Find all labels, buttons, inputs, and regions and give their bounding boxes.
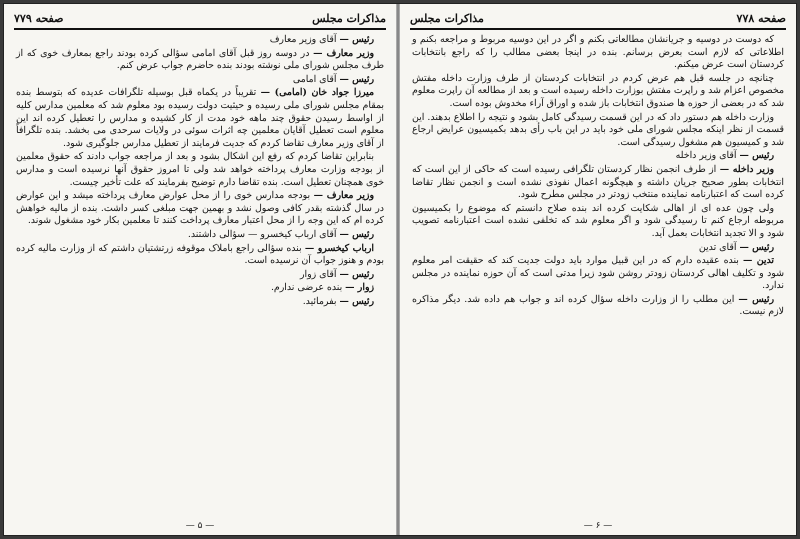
paragraph-text: بودجه مدارس خوی را از محل عوارض معارف پرداخته میشد و این عوارض در سال گذشته بقدر کافی وصول نشد و بهمین جهت مبلغی کسر داشت. بنده از مالیه خواهش کرده ام که این وجه را از محل اعتبار معارف پرداخت کنند تا معلمین بکار خود مشغول شوند. [16,190,384,227]
paragraph [16,229,384,242]
paragraph [16,269,384,282]
speaker-name: رئیس — [339,73,374,85]
paragraph [16,296,384,309]
paragraph [16,243,384,268]
paragraph-text: آقای وزیر معارف [269,34,337,45]
left-page-number: صفحه ۷۷۹ [14,11,64,25]
paragraph [16,282,384,295]
paragraph-text: در دوسه روز قبل آقای امامی سؤالی کرده بودند راجع بمعارف خوی که از طرف مجلس شورای ملی نوشته بودند بنده حاضرم جواب عرض کنم. [16,47,384,72]
speaker-name: رئیس — [738,293,774,305]
right-page-text [412,34,784,517]
paragraph-text: آقای امامی [292,73,337,85]
paragraph-text: آقای ارباب کیخسرو — سؤالی داشتند. [187,228,337,240]
paragraph-text: آقای وزیر داخله [675,150,737,162]
left-page-header [14,10,386,26]
speaker-name: ارباب کیخسرو — [304,242,375,254]
right-page [400,4,796,535]
left-page-text [16,34,384,517]
right-page-title: مذاکرات مجلس [410,11,484,25]
paragraph-text: تقریباً در یکماه قبل بوسیله تلگرافات عدیده که بتوسط بنده بمقام مجلس شورای ملی رسیده و حیثیت دولت رسیده بود معلوم شد که معلمین مدارس کلیه از اواسط رسیدن حقوق چند ماهه خود مدت از کار کشیده و مدارس را تعطیل کرده اند این معلوم است تعطیل آقایان معلمین چه اثرات سوئی در ولایات سرحدی می بخشد. بنده تلگرافاً از آقای وزیر معارف تقاضا کردم که جدیت فرمایند از تعطیل مدارس جلوگیری شود. [16,87,384,149]
speaker-name: رئیس — [739,241,774,253]
paragraph [412,164,784,202]
paragraph [412,294,784,319]
left-page-title: مذاکرات مجلس [312,11,386,25]
speaker-name: رئیس — [739,150,774,162]
left-page [4,4,397,535]
paragraph [412,255,784,293]
paragraph-text: که دوست در دوسیه و جریانشان مطالعاتی بکنم و اگر در این دوسیه مربوط و مراجعه بکنم و اطلاعاتی که لازم است بعرض برسانم. بنده در اینجا بعضی مطالب را که راجع بانتخابات کردستان است عرض میکنم. [412,34,784,71]
paragraph [412,73,784,111]
speaker-name: وزیر معارف — [313,190,374,202]
paragraph-text: بنده عقیده دارم که در این قبیل موارد باید دولت جدیت کند که حقیقت امر معلوم شود و تکلیف اهالی کردستان زودتر روشن شود زیرا مدتی است که آن حوزه نماینده در مجلس ندارد. [412,255,784,292]
paragraph [412,203,784,241]
paragraph-text: ولی چون عده ای از اهالی شکایت کرده اند بنده صلاح دانستم که موضوع را بکمیسیون مربوطه ارجاع کنم تا رسیدگی شود و اگر معلوم شد که تخلفی نشده است اعتبارنامه تصویب شود و الا تجدید انتخابات بعمل آید. [412,202,784,239]
paragraph [16,151,384,189]
paragraph-text: این مطلب را از وزارت داخله سؤال کرده اند و جواب هم داده شد. دیگر مذاکره لازم نیست. [412,293,784,318]
paragraph-text: بنده سؤالی راجع باملاک موقوفه زرتشتیان داشتم که از وزارت مالیه کرده بودم و هنوز جواب آن نرسیده است. [16,242,384,267]
left-page-footer: — ۵ — [185,521,215,531]
paragraph [412,112,784,150]
speaker-name: وزیر معارف — [313,47,375,59]
paragraph [412,150,784,163]
paragraph [16,48,384,73]
right-page-header [410,10,786,26]
paragraph [16,87,384,150]
speaker-name: رئیس — [339,34,374,45]
speaker-name: رئیس — [339,228,374,240]
paragraph [16,34,384,47]
speaker-name: میرزا جواد خان (امامی) — [260,87,375,99]
speaker-name: تدین — [742,255,774,267]
paragraph-text: آقای تدین [698,241,737,253]
left-header-rule [14,28,386,30]
paragraph-text: بفرمائید. [302,295,337,307]
right-page-footer: — ۶ — [583,521,613,531]
right-header-rule [410,28,786,30]
paragraph-text: بنابراین تقاضا کردم که رفع این اشکال بشود و بعد از مراجعه جواب دادند که حقوق معلمین از بودجه وزارت معارف پرداخته خواهد شد ولی تا امروز حقوق آنها نرسیده است و مدارس خوی همچنان تعطیل است. بنده تقاضا دارم توضیح بفرمایند که علت تأخیر چیست. [16,151,384,188]
paragraph-text: چنانچه در جلسه قبل هم عرض کردم در انتخابات کردستان از طرف وزارت داخله مفتش مخصوص اعزام شد و راپرت مفتش بوزارت داخله رسیده است و بعد از مطالعه آن راپرت معلوم شد که در بعضی از حوزه ها صندوق انتخابات باز شده و اوراق آراء مخدوش بوده است. [412,72,784,109]
paragraph-text: بنده عرضی ندارم. [270,282,343,294]
speaker-name: زوار — [345,282,374,294]
open-book-scan [4,4,796,535]
paragraph [16,74,384,87]
right-page-number: صفحه ۷۷۸ [736,11,786,25]
paragraph [412,34,784,72]
paragraph-text: وزارت داخله هم دستور داد که در این قسمت رسیدگی کامل بشود و نتیجه را اطلاع بدهند. این قسمت از نظر اینکه مجلس شورای ملی خود باید در این باب رأی بدهد بکمیسیون عرایض ارجاع شد و کمیسیون هم مشغول رسیدگی است. [412,111,784,148]
paragraph [16,190,384,228]
speaker-name: رئیس — [339,268,374,280]
paragraph-text: از طرف انجمن نظار کردستان تلگرافی رسیده است که حاکی از این است که انتخابات بطور صحیح جریان داشته و هیچگونه اعمال نفوذی نشده است و انجمن نظار تقاضا کرده است که اعتبارنامه نماینده منتخب زودتر در مجلس مطرح شود. [412,163,784,201]
paragraph-text: آقای زوار [300,268,337,280]
speaker-name: رئیس — [339,295,374,307]
speaker-name: وزیر داخله — [719,163,775,175]
paragraph [412,242,784,255]
